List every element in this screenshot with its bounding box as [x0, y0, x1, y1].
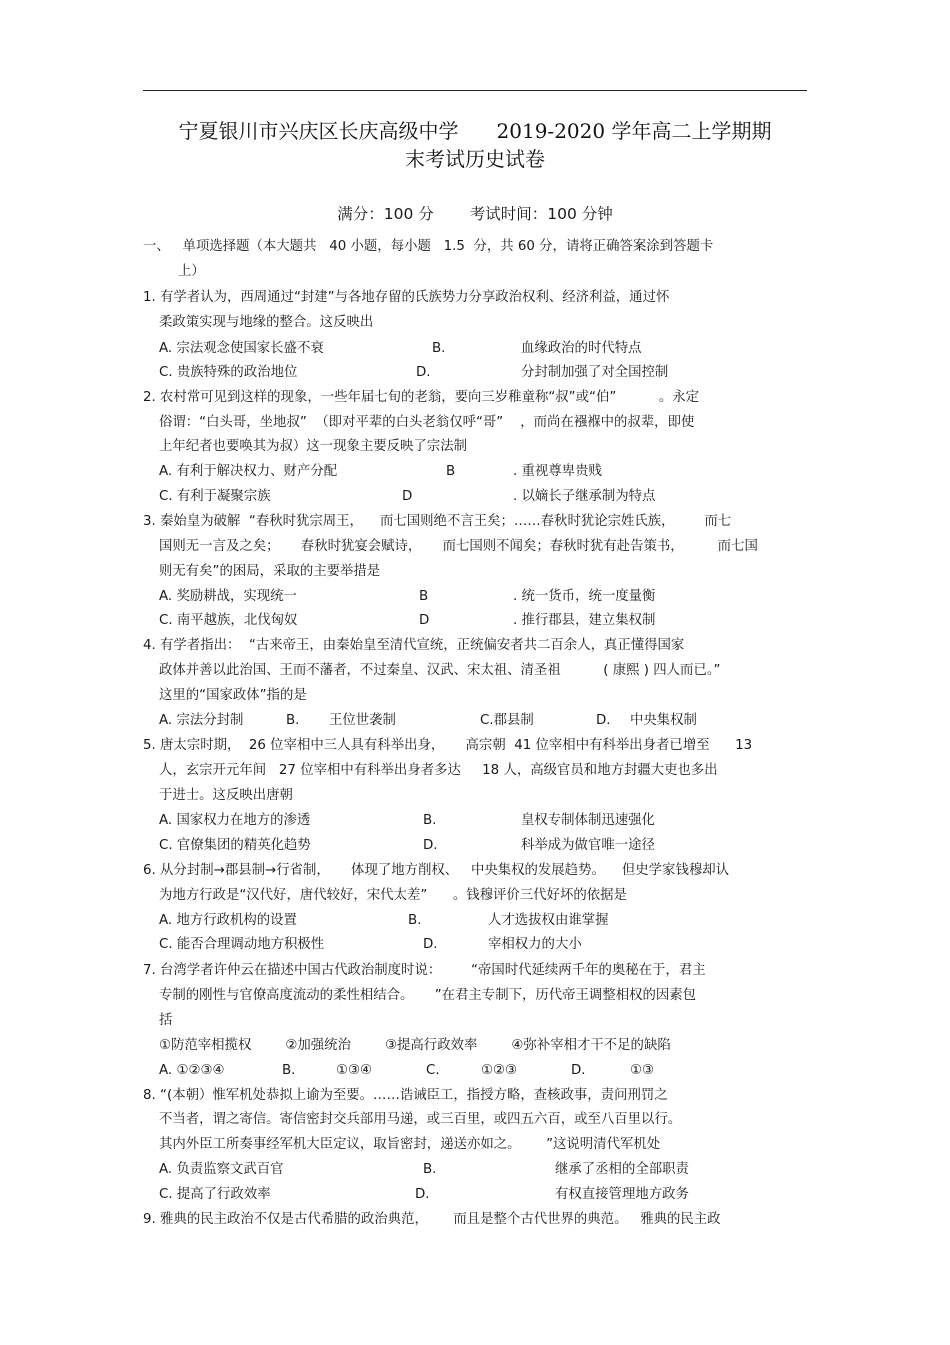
- option-b-letter[interactable]: B: [446, 464, 456, 479]
- question-6-stem: 6. 从分封制→郡县制→行省制， 体现了地方削权、 中央集权的发展趋势。 但史学家钱穆却认: [143, 863, 730, 878]
- option-b[interactable]: 皇权专制体制迅速强化: [521, 813, 655, 828]
- option-c[interactable]: C. 能否合理调动地方积极性: [159, 937, 325, 952]
- question-8-stem: 不当者，谓之寄信。寄信密封交兵部用马递，或三百里，或四五六百，或至八百里以行。: [159, 1112, 682, 1127]
- option-d-letter[interactable]: D.: [415, 1187, 430, 1202]
- option-b-letter[interactable]: B.: [432, 341, 446, 356]
- option-c[interactable]: C. 有利于凝聚宗族: [159, 489, 271, 504]
- option-a[interactable]: A. 奖励耕战，实现统一: [159, 589, 297, 604]
- option-d[interactable]: 宰相权力的大小: [488, 937, 582, 952]
- option-b[interactable]: ①③④: [336, 1063, 373, 1078]
- option-b-letter[interactable]: B.: [408, 913, 422, 928]
- question-4-stem: 政体并善以此治国、王而不藩者，不过秦皇、汉武、宋太祖、清圣祖 ( 康熙 ) 四人而已。”: [159, 663, 721, 678]
- title-term: 2019-2020 学年高二上学期期: [496, 119, 772, 143]
- question-7-stem: 专制的刚性与官僚高度流动的柔性相结合。 ”在君主专制下，历代帝王调整相权的因素包: [159, 988, 697, 1003]
- option-b-letter[interactable]: B: [419, 589, 429, 604]
- question-3-stem: 3. 秦始皇为破解 “春秋时犹宗周王， 而七国则绝不言王矣；……春秋时犹论宗姓氏族， 而七: [143, 514, 732, 529]
- full-score: 满分：100 分: [337, 205, 434, 223]
- option-a[interactable]: A. 负责监察文武百官: [159, 1162, 284, 1177]
- option-b[interactable]: 人才选拔权由谁掌握: [488, 913, 609, 928]
- option-a[interactable]: A. 有利于解决权力、财产分配: [159, 464, 338, 479]
- question-9-stem: 9. 雅典的民主政治不仅是古代希腊的政治典范， 而且是整个古代世界的典范。 雅典的民主政: [143, 1212, 721, 1227]
- option-d-letter[interactable]: D.: [416, 365, 431, 380]
- section-heading: 一、 单项选择题（本大题共 40 小题，每小题 1.5 分，共 60 分，请将正确答案涂到答题卡: [143, 239, 714, 254]
- option-b[interactable]: . 重视尊卑贵贱: [513, 464, 602, 479]
- option-d-letter[interactable]: D: [402, 489, 413, 504]
- option-d-letter[interactable]: D.: [596, 713, 611, 728]
- option-d[interactable]: 中央集权制: [630, 713, 697, 728]
- question-3-stem: 则无有矣”的困局，采取的主要举措是: [159, 564, 381, 579]
- question-6-stem: 为地方行政是“汉代好，唐代较好，宋代太差” 。钱穆评价三代好坏的依据是: [159, 888, 627, 903]
- question-8-stem: 8. “(本朝）惟军机处恭拟上谕为至要。……诰诫臣工，指授方略，查核政事，责问刑罚之: [143, 1088, 668, 1103]
- option-c-letter[interactable]: C.: [426, 1063, 440, 1078]
- option-b[interactable]: 王位世袭制: [329, 713, 396, 728]
- header-rule: [143, 90, 807, 91]
- option-b-letter[interactable]: B.: [286, 713, 300, 728]
- question-7-items: ①防范宰相揽权 ②加强统治 ③提高行政效率 ④弥补宰相才干不足的缺陷: [159, 1038, 671, 1053]
- option-d[interactable]: 科举成为做官唯一途径: [521, 838, 655, 853]
- option-b[interactable]: . 统一货币，统一度量衡: [513, 589, 656, 604]
- question-2-stem: 2. 农村常可见到这样的现象，一些年届七旬的老翁，要向三岁稚童称“叔”或“伯” 。永定: [143, 390, 700, 405]
- option-c[interactable]: ①②③: [481, 1063, 518, 1078]
- question-8-stem: 其内外臣工所奏事经军机大臣定议，取旨密封，递送亦如之。 ”这说明清代军机处: [159, 1137, 661, 1152]
- option-b[interactable]: 继承了丞相的全部职责: [555, 1162, 689, 1177]
- exam-meta: [0, 203, 950, 225]
- option-c[interactable]: C.郡县制: [480, 713, 534, 728]
- question-3-stem: 国则无一言及之矣； 春秋时犹宴会赋诗， 而七国则不闻矣；春秋时犹有赴告策书， 而七国: [159, 539, 758, 554]
- option-b-letter[interactable]: B.: [282, 1063, 296, 1078]
- option-d-letter[interactable]: D: [419, 613, 430, 628]
- question-7-stem: 括: [159, 1013, 173, 1028]
- option-a[interactable]: A. 宗法观念使国家长盛不衰: [159, 341, 324, 356]
- option-d[interactable]: ①③: [630, 1063, 655, 1078]
- option-b-letter[interactable]: B.: [423, 813, 437, 828]
- option-b-letter[interactable]: B.: [423, 1162, 437, 1177]
- option-d[interactable]: 有权直接管理地方政务: [555, 1187, 689, 1202]
- exam-time: 考试时间：100 分钟: [469, 205, 613, 223]
- option-d[interactable]: . 推行郡县，建立集权制: [513, 613, 656, 628]
- option-c[interactable]: C. 南平越族，北伐匈奴: [159, 613, 298, 628]
- option-b[interactable]: 血缘政治的时代特点: [521, 341, 642, 356]
- option-d-letter[interactable]: D.: [571, 1063, 586, 1078]
- option-a[interactable]: A. 地方行政机构的设置: [159, 913, 297, 928]
- question-7-stem: 7. 台湾学者许仲云在描述中国古代政治制度时说： “帝国时代延续两千年的奥秘在于，君主: [143, 963, 706, 978]
- question-4-stem: 4. 有学者指出： “古来帝王，由秦始皇至清代宣统，正统偏安者共二百余人，真正懂得国家: [143, 638, 685, 653]
- option-a[interactable]: A. ①②③④: [159, 1063, 225, 1078]
- page-title-line1: [0, 118, 950, 144]
- option-a[interactable]: A. 国家权力在地方的渗透: [159, 813, 311, 828]
- page-title-line2: 末考试历史试卷: [405, 147, 545, 171]
- option-c[interactable]: C. 官僚集团的精英化趋势: [159, 838, 311, 853]
- option-d[interactable]: 分封制加强了对全国控制: [521, 365, 669, 380]
- option-d-letter[interactable]: D.: [423, 838, 438, 853]
- section-heading-cont: 上）: [178, 264, 205, 279]
- question-5-stem: 5. 唐太宗时期， 26 位宰相中三人具有科举出身， 高宗朝 41 位宰相中有科举出身者已增至 13: [143, 738, 753, 753]
- question-1-stem: 柔政策实现与地缘的整合。这反映出: [159, 315, 374, 330]
- question-2-stem: 上年纪者也要唤其为叔）这一现象主要反映了宗法制: [159, 439, 467, 454]
- question-5-stem: 人，玄宗开元年间 27 位宰相中有科举出身者多达 18 人，高级官员和地方封疆大吏也多出: [159, 763, 718, 778]
- question-1-stem: 1. 有学者认为，西周通过“封建”与各地存留的氏族势力分享政治权利、经济利益，通过怀: [143, 290, 670, 305]
- option-c[interactable]: C. 贵族特殊的政治地位: [159, 365, 298, 380]
- question-5-stem: 于进士。这反映出唐朝: [159, 788, 293, 803]
- option-d-letter[interactable]: D.: [423, 937, 438, 952]
- question-2-stem: 俗谓：“白头哥，坐地叔” （即对平辈的白头老翁仅呼“哥” ，而尚在襁褓中的叔辈，即使: [159, 415, 695, 430]
- title-school: 宁夏银川市兴庆区长庆高级中学: [178, 119, 459, 143]
- option-d[interactable]: . 以嫡长子继承制为特点: [513, 489, 656, 504]
- question-4-stem: 这里的“国家政体”指的是: [159, 688, 307, 703]
- option-c[interactable]: C. 提高了行政效率: [159, 1187, 271, 1202]
- option-a[interactable]: A. 宗法分封制: [159, 713, 244, 728]
